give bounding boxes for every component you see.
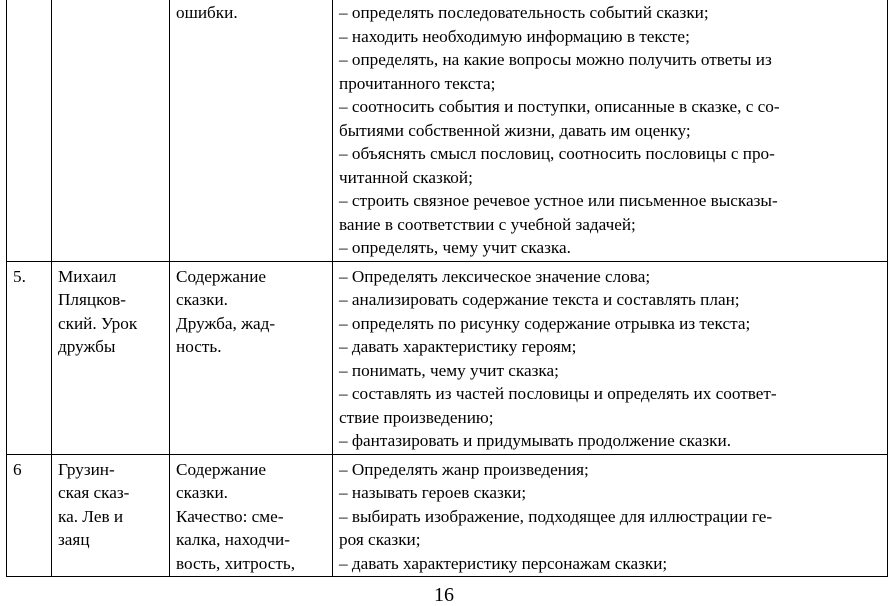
- text-line: калка, находчи-: [176, 530, 290, 549]
- text-line: – анализировать содержание текста и составлять план;: [339, 290, 740, 309]
- content-cell: [170, 261, 333, 454]
- text-line: – давать характеристику героям;: [339, 337, 577, 356]
- author-title-cell: [52, 261, 170, 454]
- text-line: бытиями собственной жизни, давать им оценку;: [339, 120, 691, 140]
- text-line: ность.: [176, 337, 222, 356]
- text-line: – давать характеристику персонажам сказки;: [339, 553, 668, 573]
- text-line: ошибки.: [176, 3, 238, 22]
- lesson-number-cell: 5.: [7, 261, 52, 454]
- text-line: ский. Урок: [58, 313, 138, 333]
- text-line: – находить необходимую информацию в тексте;: [339, 26, 690, 46]
- text-line: – определять, на какие вопросы можно получить ответы из: [339, 50, 772, 69]
- lesson-number-cell: [7, 0, 52, 261]
- text-line: прочитанного текста;: [339, 73, 496, 93]
- text-line: – понимать, чему учит сказка;: [339, 360, 559, 380]
- text-line: дружбы: [58, 337, 116, 356]
- text-line: – строить связное речевое устное или письменное высказы-: [339, 191, 778, 210]
- text-line: Пляцков-: [58, 290, 127, 309]
- text-line: Качество: сме-: [176, 506, 284, 526]
- table-row: [7, 0, 888, 261]
- text-line: Грузин-: [58, 459, 115, 479]
- text-line: вание в соответствии с учебной задачей;: [339, 214, 636, 234]
- text-line: – называть героев сказки;: [339, 483, 527, 502]
- text-line: – определять по рисунку содержание отрывка из текста;: [339, 313, 751, 333]
- text-line: ская сказ-: [58, 483, 130, 502]
- text-line: заяц: [58, 530, 90, 549]
- lesson-plan-table: [6, 0, 888, 577]
- text-line: читанной сказкой;: [339, 167, 473, 187]
- text-line: – составлять из частей пословицы и определять их соответ-: [339, 384, 777, 403]
- text-line: Михаил: [58, 266, 117, 286]
- text-line: Дружба, жад-: [176, 313, 276, 333]
- text-line: сказки.: [176, 483, 228, 502]
- text-line: Содержание: [176, 266, 267, 286]
- lesson-number-cell: 6: [7, 454, 52, 577]
- text-line: вость, хитрость,: [176, 553, 295, 573]
- text-line: – определять, чему учит сказка.: [339, 238, 571, 257]
- author-title-cell: [52, 454, 170, 577]
- skills-cell: [333, 261, 888, 454]
- text-line: – выбирать изображение, подходящее для иллюстрации ге-: [339, 506, 773, 526]
- text-line: ка. Лев и: [58, 506, 124, 526]
- table-row: [7, 454, 888, 577]
- text-line: роя сказки;: [339, 530, 421, 549]
- text-line: Содержание: [176, 459, 267, 479]
- content-cell: [170, 454, 333, 577]
- text-line: – Определять лексическое значение слова;: [339, 266, 651, 286]
- text-line: – Определять жанр произведения;: [339, 459, 589, 479]
- table-row: [7, 261, 888, 454]
- author-title-cell: [52, 0, 170, 261]
- text-line: – соотносить события и поступки, описанные в сказке, с со-: [339, 97, 780, 116]
- text-line: – фантазировать и придумывать продолжение сказки.: [339, 431, 731, 450]
- text-line: – определять последовательность событий сказки;: [339, 3, 709, 22]
- skills-cell: [333, 454, 888, 577]
- page-number: 16: [434, 584, 454, 606]
- text-line: ствие произведению;: [339, 407, 494, 427]
- content-cell: [170, 0, 333, 261]
- skills-cell: [333, 0, 888, 261]
- text-line: – объяснять смысл пословиц, соотносить пословицы с про-: [339, 144, 775, 163]
- text-line: сказки.: [176, 290, 228, 309]
